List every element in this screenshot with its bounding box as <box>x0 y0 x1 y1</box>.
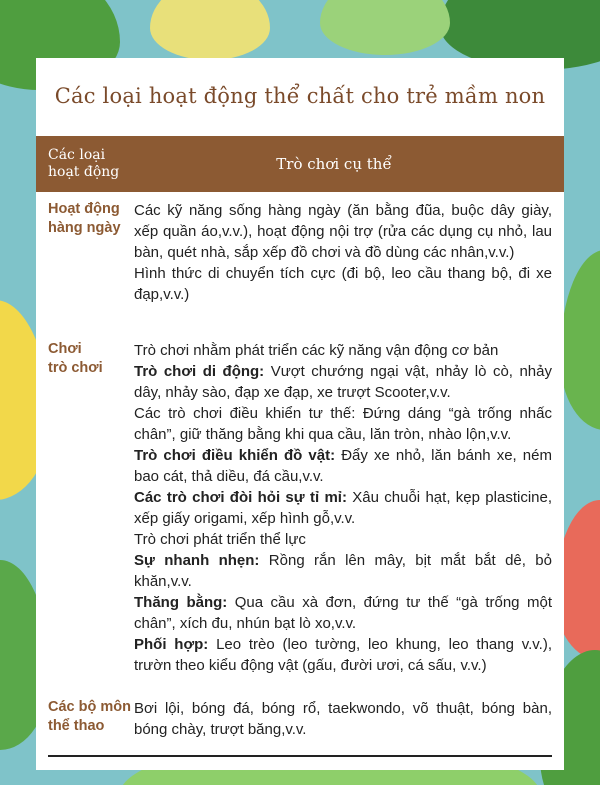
desc-text: Hình thức di chuyển tích cực (đi bộ, leo cầu thang bộ, đi xe đạp,v.v.) <box>134 265 552 303</box>
desc-text: Các kỹ năng sống hàng ngày (ăn bằng đũa, buộc dây giày, xếp quần áo,v.v.), hoạt động nội trợ (rửa các dụng cụ nhỏ, lau bàn, quét nhà, sắp xếp đồ chơi và đồ dùng các nhân,v.v.) <box>134 202 552 261</box>
desc-text: Trò chơi nhằm phát triển các kỹ năng vận động cơ bản <box>134 342 499 359</box>
table-row <box>36 340 564 676</box>
desc-text: Trò chơi phát triển thể lực <box>134 531 306 548</box>
row-category-line: thể thao <box>48 718 105 734</box>
header-col-categories-line: Các loại <box>48 147 106 163</box>
desc-line <box>134 550 552 592</box>
row-category-line: hàng ngày <box>48 220 121 236</box>
desc-bold: Phối hợp: <box>134 636 209 653</box>
header-col-categories-line: hoạt động <box>48 164 120 180</box>
row-category <box>36 340 132 676</box>
table-header <box>36 136 564 192</box>
row-category-line: Chơi <box>48 341 82 357</box>
desc-text: Xâu chuỗi hạt, kẹp plasticine, xếp giấy origami, xếp hình gỗ,v.v. <box>134 489 553 527</box>
desc-bold: Trò chơi điều khiển đồ vật: <box>134 447 336 464</box>
header-col-games: Trò chơi cụ thể <box>276 155 392 173</box>
table-row <box>36 698 564 740</box>
row-category-line: trò chơi <box>48 360 103 376</box>
table-row <box>36 200 564 305</box>
desc-bold: Trò chơi di động: <box>134 363 265 380</box>
desc-line <box>134 340 552 361</box>
row-description <box>132 698 564 740</box>
desc-line <box>134 445 552 487</box>
row-category-line: Các bộ môn <box>48 699 131 715</box>
row-category-line: Hoạt động <box>48 201 120 217</box>
header-col-categories <box>36 147 144 181</box>
desc-text: Leo trèo (leo tường, leo khung, leo thang v.v.), trườn theo kiểu động vật (gấu, đười ươi, cá sấu, v.v.) <box>134 636 553 674</box>
content-card <box>36 58 564 770</box>
desc-line <box>134 403 552 445</box>
desc-line <box>134 698 552 740</box>
desc-text: Qua cầu xà đơn, đứng tư thế “gà trống một chân”, xích đu, nhún bạt lò xo,v.v. <box>134 594 552 632</box>
desc-line <box>134 592 552 634</box>
row-description <box>132 340 564 676</box>
desc-text: Vượt chướng ngại vật, nhảy lò cò, nhảy dây, nhảy sào, đạp xe đạp, xe trượt Scooter,v.v. <box>134 363 552 401</box>
row-category <box>36 200 132 305</box>
bottom-divider <box>48 755 552 757</box>
row-description <box>132 200 564 305</box>
page-title: Các loại hoạt động thể chất cho trẻ mầm non <box>54 84 546 108</box>
desc-text: Rồng rắn lên mây, bịt mắt bắt dê, bỏ khăn,v.v. <box>134 552 552 590</box>
leaf-decoration <box>320 0 450 55</box>
desc-bold: Thăng bằng: <box>134 594 228 611</box>
row-category <box>36 698 132 740</box>
leaf-decoration <box>560 250 600 430</box>
desc-text: Đẩy xe nhỏ, lăn bánh xe, ném bao cát, thả diều, đá cầu,v.v. <box>134 447 552 485</box>
desc-bold: Các trò chơi đòi hỏi sự tỉ mỉ: <box>134 489 347 506</box>
desc-line <box>134 263 552 305</box>
desc-line <box>134 487 552 529</box>
desc-line <box>134 529 552 550</box>
desc-bold: Sự nhanh nhẹn: <box>134 552 260 569</box>
desc-text: Bơi lội, bóng đá, bóng rổ, taekwondo, võ thuật, bóng bàn, bóng chày, trượt băng,v.v. <box>134 700 552 738</box>
desc-line <box>134 200 552 263</box>
desc-line <box>134 361 552 403</box>
desc-text: Các trò chơi điều khiển tư thế: Đứng dáng “gà trống nhấc chân”, giữ thăng bằng khi qua cầu, lăn tròn, nhào lộn,v.v. <box>134 405 552 443</box>
leaf-decoration <box>150 0 270 60</box>
desc-line <box>134 634 552 676</box>
